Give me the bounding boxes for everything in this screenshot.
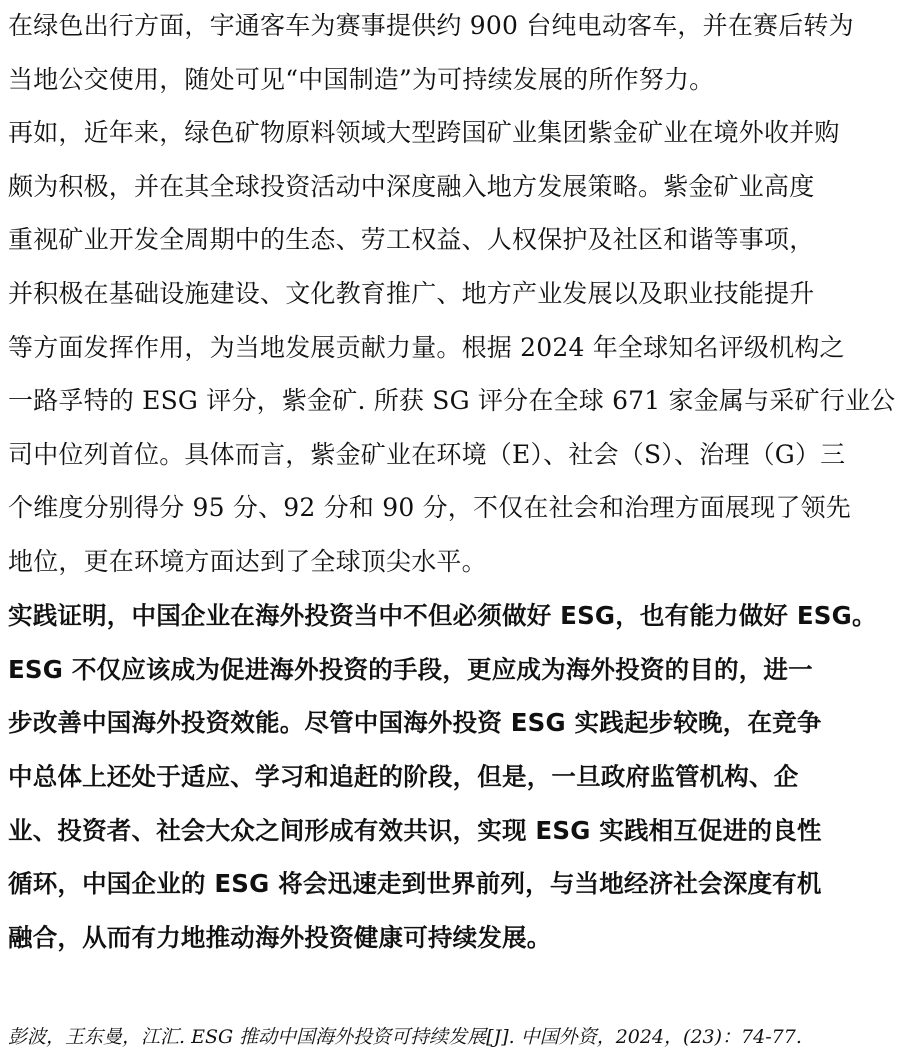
text-line: 在绿色出行方面，宇通客车为赛事提供约 900 台纯电动客车，并在赛后转为 [8,11,854,40]
text-line: 循环，中国企业的 ESG 将会迅速走到世界前列，与当地经济社会深度有机 [8,869,822,898]
text-line: 颇为积极，并在其全球投资活动中深度融入地方发展策略。紫金矿业高度 [8,172,815,201]
text-line: 业、投资者、社会大众之间形成有效共识，实现 ESG 实践相互促进的良性 [8,816,822,845]
text-line: 一路孚特的 ESG 评分，紫金矿. 所获 SG 评分在全球 671 家金属与采矿行业公 [8,386,896,415]
text-line: 实践证明，中国企业在海外投资当中不但必须做好 ESG，也有能力做好 ESG。 [8,601,877,630]
text-line: 地位，更在环境方面达到了全球顶尖水平。 [8,547,487,576]
text-line: 司中位列首位。具体而言，紫金矿业在环境（E）、社会（S）、治理（G）三 [8,440,846,469]
text-line: ESG 不仅应该成为促进海外投资的手段，更应成为海外投资的目的，进一 [8,655,813,684]
text-line: 步改善中国海外投资效能。尽管中国海外投资 ESG 实践起步较晚，在竞争 [8,708,822,737]
text-line: 融合，从而有力地推动海外投资健康可持续发展。 [8,923,552,952]
citation-reference: 彭波，王东曼，江汇. ESG 推动中国海外投资可持续发展[J]. 中国外资，2024，(23)：74-77. [8,1026,802,1048]
text-line: 当地公交使用，随处可见“中国制造”为可持续发展的所作努力。 [8,65,715,94]
text-line: 等方面发挥作用，为当地发展贡献力量。根据 2024 年全球知名评级机构之 [8,333,845,362]
text-line: 并积极在基础设施建设、文化教育推广、地方产业发展以及职业技能提升 [8,279,815,308]
text-line: 个维度分别得分 95 分、92 分和 90 分，不仅在社会和治理方面展现了领先 [8,493,851,522]
text-line: 重视矿业开发全周期中的生态、劳工权益、人权保护及社区和谐等事项， [8,225,815,254]
text-line: 再如，近年来，绿色矿物原料领域大型跨国矿业集团紫金矿业在境外收并购 [8,118,840,147]
text-line: 中总体上还处于适应、学习和追赶的阶段，但是，一旦政府监管机构、企 [8,762,799,791]
